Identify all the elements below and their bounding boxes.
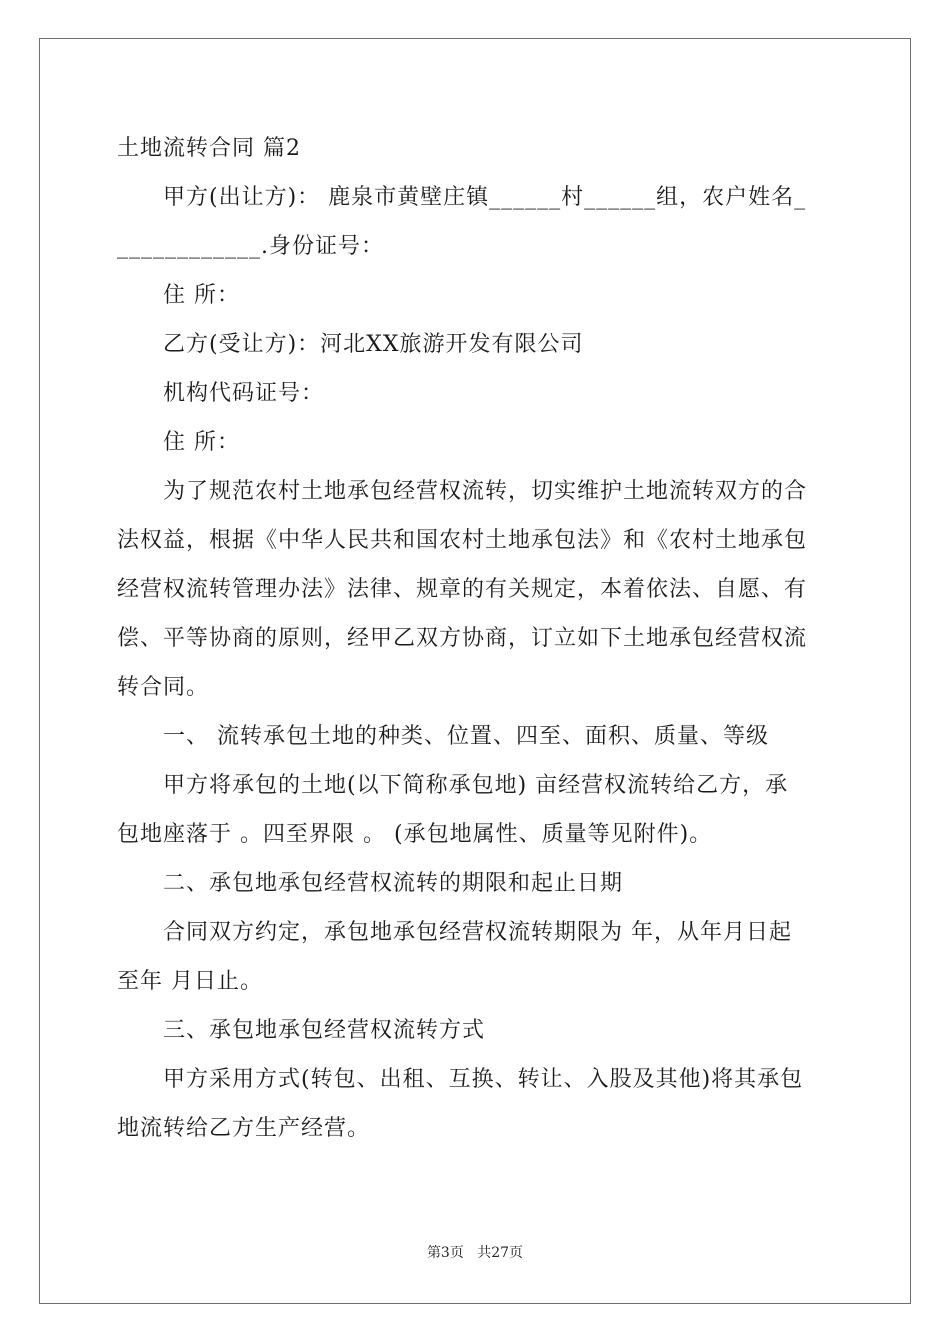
text-line: 住 所：: [163, 430, 240, 455]
text-line: 转合同。: [117, 675, 210, 700]
text-line: 住 所：: [163, 283, 240, 308]
text-line: 甲方将承包的土地(以下简称承包地) 亩经营权流转给乙方，承: [163, 773, 789, 798]
document-title: 土地流转合同 篇2: [117, 136, 301, 161]
text-line: 为了规范农村土地承包经营权流转，切实维护土地流转双方的合: [163, 479, 808, 504]
text-line: 三、承包地承包经营权流转方式: [163, 1018, 486, 1043]
text-line: 甲方采用方式(转包、出租、互换、转让、入股及其他)将其承包: [163, 1067, 804, 1092]
text-line: 二、承包地承包经营权流转的期限和起止日期: [163, 871, 624, 896]
text-line: 包地座落于 。四至界限 。 (承包地属性、质量等见附件)。: [117, 822, 713, 847]
text-line: 法权益，根据《中华人民共和国农村土地承包法》和《农村土地承包: [117, 528, 808, 553]
page-number: 第3页: [426, 1245, 464, 1261]
text-line: 至年 月日止。: [117, 969, 263, 994]
text-line: 偿、平等协商的原则，经甲乙双方协商，订立如下土地承包经营权流: [117, 626, 808, 651]
document-body: [117, 124, 833, 1153]
text-line: 经营权流转管理办法》法律、规章的有关规定，本着依法、自愿、有: [117, 577, 808, 602]
text-line: 机构代码证号：: [163, 381, 325, 406]
text-line: ____________.身份证号：: [117, 234, 384, 259]
text-line: 一、 流转承包土地的种类、位置、四至、面积、质量、等级: [163, 724, 769, 749]
page-footer: [0, 1244, 950, 1262]
text-line: 乙方(受让方)：河北XX旅游开发有限公司: [163, 332, 584, 357]
text-line: 甲方(出让方)： 鹿泉市黄壁庄镇______村______组，农户姓名_: [163, 185, 807, 210]
page-total: 共27页: [477, 1245, 524, 1261]
text-line: 合同双方约定，承包地承包经营权流转期限为 年，从年月日起: [163, 920, 792, 945]
text-line: 地流转给乙方生产经营。: [117, 1116, 371, 1141]
